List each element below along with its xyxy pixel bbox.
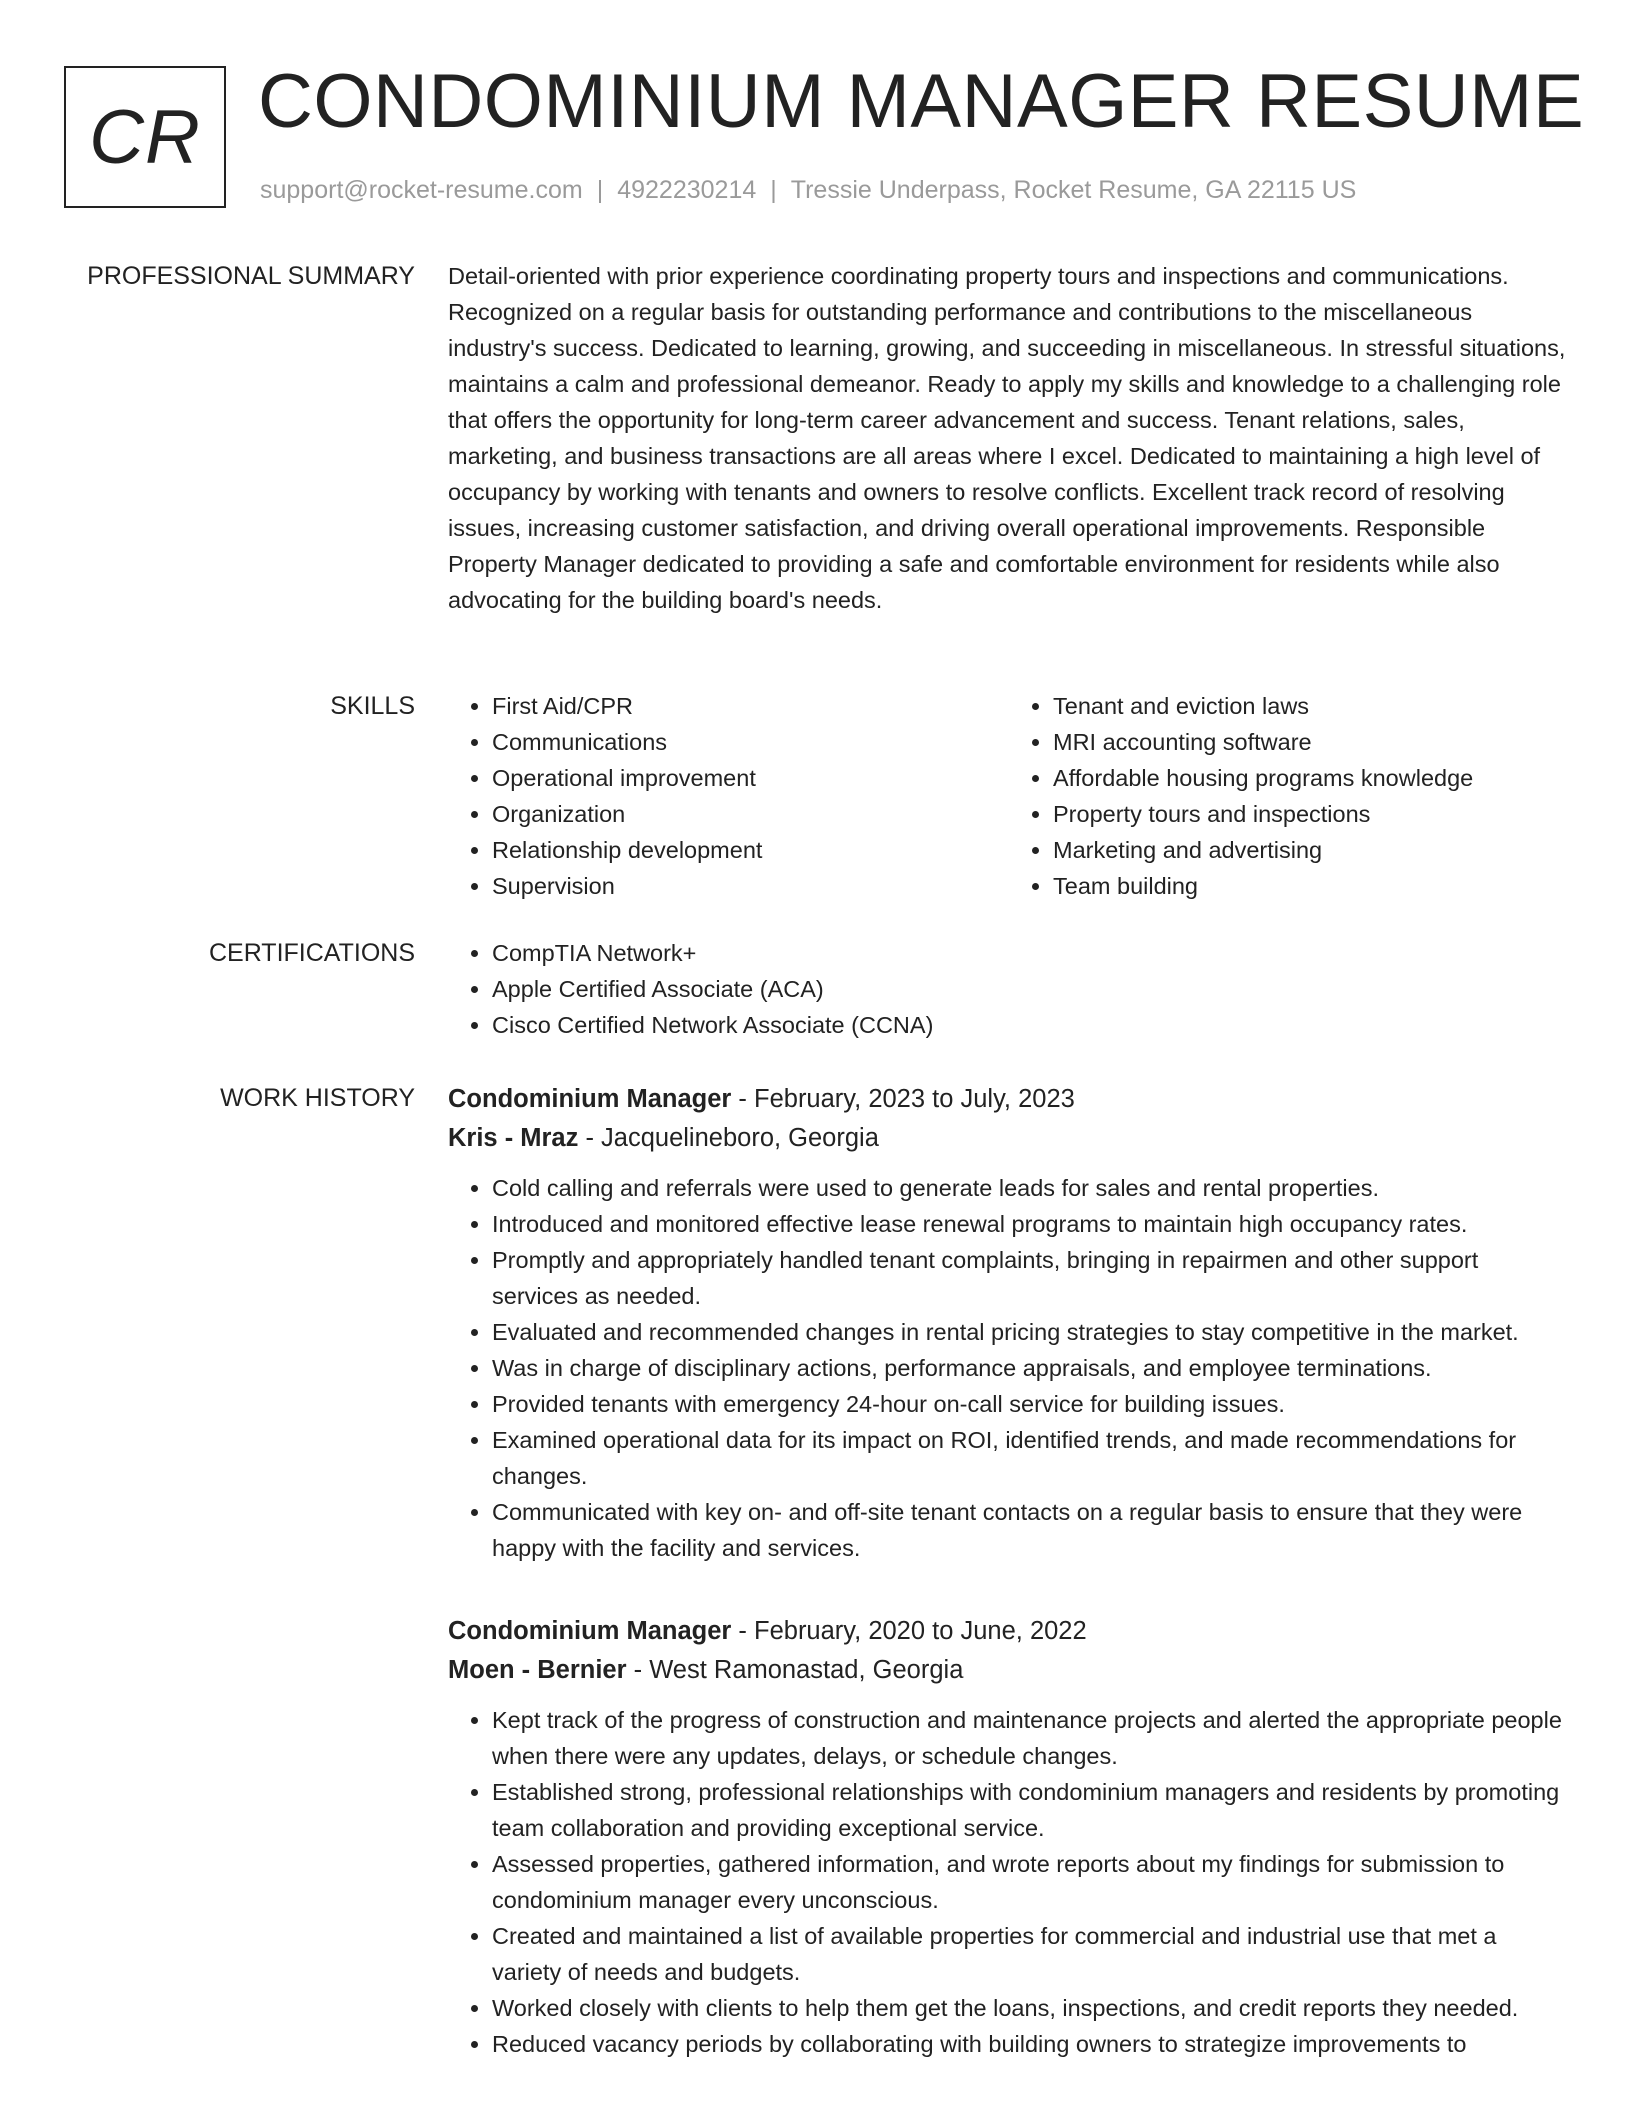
skill-item: • MRI accounting software	[1053, 724, 1570, 760]
job-bullets	[448, 1170, 1570, 1566]
skill-item: • Supervision	[492, 868, 1009, 904]
certification-item: • Cisco Certified Network Associate (CCNA)	[492, 1007, 1570, 1043]
job-bullet: • Introduced and monitored effective lease renewal programs to maintain high occupancy rates.	[492, 1206, 1570, 1242]
job-bullet: • Promptly and appropriately handled tenant complaints, bringing in repairmen and other support services as needed.	[492, 1242, 1570, 1314]
certification-item: • Apple Certified Associate (ACA)	[492, 971, 1570, 1007]
job-company-line	[448, 1651, 1570, 1690]
job-dates: - February, 2023 to July, 2023	[731, 1085, 1075, 1113]
skill-item: • Operational improvement	[492, 760, 1009, 796]
certifications-heading: CERTIFICATIONS	[208, 939, 415, 967]
job-title-line	[448, 1080, 1570, 1119]
skills-heading: SKILLS	[330, 692, 415, 720]
contact-email[interactable]: support@rocket-resume.com	[260, 176, 583, 204]
skills-list-right	[1009, 688, 1570, 904]
job-entry	[448, 1080, 1570, 1566]
job-bullet: • Created and maintained a list of available properties for commercial and industrial use that met a variety of needs and budgets.	[492, 1918, 1570, 1990]
certifications-list	[448, 935, 1570, 1043]
job-company-line	[448, 1119, 1570, 1158]
skill-item: • Communications	[492, 724, 1009, 760]
summary-text: Detail-oriented with prior experience coordinating property tours and inspections and communications. Recognized on a regular basis for outstanding performance and contributions to the miscellaneous industry's success. Dedicated to learning, growing, and succeeding in miscellaneous. In stressful situations, maintains a calm and professional demeanor. Ready to apply my skills and knowledge to a challenging role that offers the opportunity for long-term career advancement and success. Tenant relations, sales, marketing, and business transactions are all areas where I excel. Dedicated to maintaining a high level of occupancy by working with tenants and owners to resolve conflicts. Excellent track record of resolving issues, increasing customer satisfaction, and driving overall operational improvements. Responsible Property Manager dedicated to providing a safe and comfortable environment for residents while also advocating for the building board's needs.	[448, 263, 1566, 613]
job-bullet: • Established strong, professional relationships with condominium managers and residents by promoting team collaboration and providing exceptional service.	[492, 1774, 1570, 1846]
job-entry	[448, 1612, 1570, 2062]
job-title: Condominium Manager	[448, 1085, 732, 1113]
job-bullet: • Assessed properties, gathered information, and wrote reports about my findings for submission to condominium manager every unconscious.	[492, 1846, 1570, 1918]
contact-address: Tressie Underpass, Rocket Resume, GA 22115 US	[790, 176, 1357, 204]
job-bullet: • Was in charge of disciplinary actions, performance appraisals, and employee terminations.	[492, 1350, 1570, 1386]
page-title: CONDOMINIUM MANAGER RESUME	[258, 59, 1585, 144]
skill-item: • Marketing and advertising	[1053, 832, 1570, 868]
job-bullet: • Kept track of the progress of construction and maintenance projects and alerted the appropriate people when there were any updates, delays, or schedule changes.	[492, 1702, 1570, 1774]
job-bullet: • Examined operational data for its impact on ROI, identified trends, and made recommendations for changes.	[492, 1422, 1570, 1494]
job-title: Condominium Manager	[448, 1617, 732, 1645]
skill-item: • Relationship development	[492, 832, 1009, 868]
skill-item: • Affordable housing programs knowledge	[1053, 760, 1570, 796]
contact-line	[260, 176, 1356, 205]
job-location: - Jacquelineboro, Georgia	[578, 1124, 879, 1152]
job-bullet: • Communicated with key on- and off-site tenant contacts on a regular basis to ensure that they were happy with the facility and services.	[492, 1494, 1570, 1566]
job-bullet: • Worked closely with clients to help them get the loans, inspections, and credit reports they needed.	[492, 1990, 1570, 2026]
work-history-heading: WORK HISTORY	[220, 1084, 415, 1112]
job-bullet: • Reduced vacancy periods by collaborating with building owners to strategize improvements to	[492, 2026, 1570, 2062]
job-dates: - February, 2020 to June, 2022	[731, 1617, 1087, 1645]
job-bullets	[448, 1702, 1570, 2062]
job-bullet: • Evaluated and recommended changes in rental pricing strategies to stay competitive in the market.	[492, 1314, 1570, 1350]
contact-separator: |	[770, 176, 777, 204]
skill-item: • Tenant and eviction laws	[1053, 688, 1570, 724]
certification-item: • CompTIA Network+	[492, 935, 1570, 971]
job-bullet: • Cold calling and referrals were used to generate leads for sales and rental properties.	[492, 1170, 1570, 1206]
monogram-logo: CR	[64, 66, 226, 208]
job-title-line	[448, 1612, 1570, 1651]
job-bullet: • Provided tenants with emergency 24-hour on-call service for building issues.	[492, 1386, 1570, 1422]
job-location: - West Ramonastad, Georgia	[626, 1656, 964, 1684]
job-company: Moen - Bernier	[448, 1656, 627, 1684]
skill-item: • Organization	[492, 796, 1009, 832]
skill-item: • Property tours and inspections	[1053, 796, 1570, 832]
job-company: Kris - Mraz	[448, 1124, 579, 1152]
skill-item: • Team building	[1053, 868, 1570, 904]
summary-heading: PROFESSIONAL SUMMARY	[87, 262, 415, 290]
contact-phone[interactable]: 4922230214	[617, 176, 757, 204]
contact-separator: |	[596, 176, 604, 204]
skills-list-left	[448, 688, 1009, 904]
skill-item: • First Aid/CPR	[492, 688, 1009, 724]
